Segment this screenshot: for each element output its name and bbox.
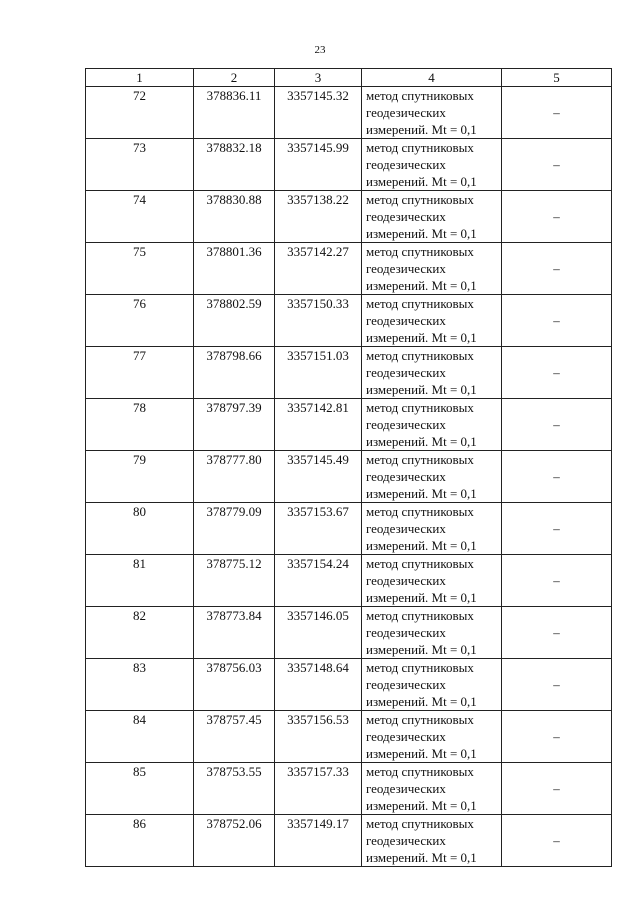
method-description-cell [362, 659, 502, 711]
point-number-cell: 85 [86, 763, 194, 815]
table-row [86, 711, 612, 763]
method-description-line: измерений. Mt = 0,1 [366, 850, 477, 865]
method-description-line: геодезических [366, 573, 446, 588]
method-description-line: метод спутниковых [366, 504, 474, 519]
y-coordinate-cell: 3357146.05 [275, 607, 362, 659]
col5-dash-cell: – [502, 711, 612, 763]
method-description-line: измерений. Mt = 0,1 [366, 226, 477, 241]
method-description-line: измерений. Mt = 0,1 [366, 590, 477, 605]
col5-dash-cell: – [502, 503, 612, 555]
point-number-cell: 82 [86, 607, 194, 659]
point-number-cell: 78 [86, 399, 194, 451]
col5-dash-cell: – [502, 191, 612, 243]
table-row [86, 295, 612, 347]
table-row [86, 243, 612, 295]
col5-dash-cell: – [502, 139, 612, 191]
header-col-1: 1 [86, 69, 194, 87]
table-row [86, 555, 612, 607]
method-description-line: метод спутниковых [366, 192, 474, 207]
method-description-line: измерений. Mt = 0,1 [366, 746, 477, 761]
x-coordinate-cell: 378756.03 [194, 659, 275, 711]
method-description-line: метод спутниковых [366, 348, 474, 363]
y-coordinate-cell: 3357142.81 [275, 399, 362, 451]
page-number: 23 [314, 44, 326, 56]
y-coordinate-cell: 3357145.99 [275, 139, 362, 191]
method-description-line: измерений. Mt = 0,1 [366, 330, 477, 345]
point-number-cell: 86 [86, 815, 194, 867]
method-description-line: метод спутниковых [366, 452, 474, 467]
col5-dash-cell: – [502, 87, 612, 139]
table-row [86, 347, 612, 399]
x-coordinate-cell: 378779.09 [194, 503, 275, 555]
col5-dash-cell: – [502, 451, 612, 503]
method-description-line: метод спутниковых [366, 712, 474, 727]
method-description-line: измерений. Mt = 0,1 [366, 694, 477, 709]
method-description-line: метод спутниковых [366, 400, 474, 415]
x-coordinate-cell: 378752.06 [194, 815, 275, 867]
x-coordinate-cell: 378775.12 [194, 555, 275, 607]
x-coordinate-cell: 378757.45 [194, 711, 275, 763]
method-description-line: измерений. Mt = 0,1 [366, 174, 477, 189]
method-description-line: измерений. Mt = 0,1 [366, 434, 477, 449]
x-coordinate-cell: 378798.66 [194, 347, 275, 399]
point-number-cell: 74 [86, 191, 194, 243]
point-number-cell: 83 [86, 659, 194, 711]
method-description-line: измерений. Mt = 0,1 [366, 538, 477, 553]
method-description-line: геодезических [366, 105, 446, 120]
method-description-line: метод спутниковых [366, 816, 474, 831]
table-row [86, 191, 612, 243]
method-description-cell [362, 347, 502, 399]
method-description-cell [362, 295, 502, 347]
x-coordinate-cell: 378797.39 [194, 399, 275, 451]
x-coordinate-cell: 378801.36 [194, 243, 275, 295]
header-col-2: 2 [194, 69, 275, 87]
y-coordinate-cell: 3357151.03 [275, 347, 362, 399]
y-coordinate-cell: 3357157.33 [275, 763, 362, 815]
method-description-cell [362, 763, 502, 815]
method-description-cell [362, 399, 502, 451]
x-coordinate-cell: 378777.80 [194, 451, 275, 503]
y-coordinate-cell: 3357154.24 [275, 555, 362, 607]
method-description-cell [362, 243, 502, 295]
col5-dash-cell: – [502, 243, 612, 295]
method-description-line: метод спутниковых [366, 764, 474, 779]
point-number-cell: 80 [86, 503, 194, 555]
method-description-line: метод спутниковых [366, 140, 474, 155]
table-row [86, 399, 612, 451]
point-number-cell: 84 [86, 711, 194, 763]
col5-dash-cell: – [502, 555, 612, 607]
method-description-line: геодезических [366, 469, 446, 484]
method-description-line: геодезических [366, 781, 446, 796]
table-row [86, 87, 612, 139]
method-description-line: измерений. Mt = 0,1 [366, 486, 477, 501]
header-row [86, 69, 612, 87]
x-coordinate-cell: 378753.55 [194, 763, 275, 815]
table-row [86, 503, 612, 555]
method-description-line: геодезических [366, 365, 446, 380]
point-number-cell: 73 [86, 139, 194, 191]
coordinates-table [85, 68, 612, 867]
method-description-line: геодезических [366, 157, 446, 172]
col5-dash-cell: – [502, 347, 612, 399]
y-coordinate-cell: 3357149.17 [275, 815, 362, 867]
method-description-cell [362, 191, 502, 243]
table-row [86, 659, 612, 711]
point-number-cell: 76 [86, 295, 194, 347]
method-description-line: геодезических [366, 209, 446, 224]
x-coordinate-cell: 378830.88 [194, 191, 275, 243]
table-row [86, 139, 612, 191]
y-coordinate-cell: 3357145.49 [275, 451, 362, 503]
method-description-line: геодезических [366, 521, 446, 536]
method-description-line: метод спутниковых [366, 608, 474, 623]
col5-dash-cell: – [502, 295, 612, 347]
point-number-cell: 77 [86, 347, 194, 399]
method-description-line: геодезических [366, 677, 446, 692]
method-description-line: геодезических [366, 313, 446, 328]
method-description-cell [362, 503, 502, 555]
table-header [86, 69, 612, 87]
method-description-cell [362, 815, 502, 867]
method-description-line: измерений. Mt = 0,1 [366, 122, 477, 137]
table-body [86, 87, 612, 867]
x-coordinate-cell: 378773.84 [194, 607, 275, 659]
col5-dash-cell: – [502, 659, 612, 711]
col5-dash-cell: – [502, 763, 612, 815]
method-description-cell [362, 451, 502, 503]
point-number-cell: 79 [86, 451, 194, 503]
y-coordinate-cell: 3357148.64 [275, 659, 362, 711]
method-description-line: метод спутниковых [366, 556, 474, 571]
table-row [86, 763, 612, 815]
method-description-cell [362, 87, 502, 139]
method-description-line: геодезических [366, 261, 446, 276]
y-coordinate-cell: 3357153.67 [275, 503, 362, 555]
method-description-cell [362, 711, 502, 763]
col5-dash-cell: – [502, 399, 612, 451]
point-number-cell: 75 [86, 243, 194, 295]
method-description-line: геодезических [366, 625, 446, 640]
method-description-line: метод спутниковых [366, 88, 474, 103]
y-coordinate-cell: 3357142.27 [275, 243, 362, 295]
x-coordinate-cell: 378832.18 [194, 139, 275, 191]
method-description-line: измерений. Mt = 0,1 [366, 798, 477, 813]
y-coordinate-cell: 3357138.22 [275, 191, 362, 243]
method-description-line: геодезических [366, 729, 446, 744]
table-row [86, 815, 612, 867]
table-row [86, 451, 612, 503]
x-coordinate-cell: 378836.11 [194, 87, 275, 139]
y-coordinate-cell: 3357156.53 [275, 711, 362, 763]
x-coordinate-cell: 378802.59 [194, 295, 275, 347]
col5-dash-cell: – [502, 815, 612, 867]
col5-dash-cell: – [502, 607, 612, 659]
header-col-5: 5 [502, 69, 612, 87]
point-number-cell: 81 [86, 555, 194, 607]
method-description-line: метод спутниковых [366, 296, 474, 311]
method-description-line: метод спутниковых [366, 244, 474, 259]
method-description-line: метод спутниковых [366, 660, 474, 675]
method-description-line: измерений. Mt = 0,1 [366, 278, 477, 293]
point-number-cell: 72 [86, 87, 194, 139]
method-description-cell [362, 555, 502, 607]
y-coordinate-cell: 3357150.33 [275, 295, 362, 347]
method-description-line: геодезических [366, 833, 446, 848]
method-description-cell [362, 139, 502, 191]
method-description-cell [362, 607, 502, 659]
header-col-4: 4 [362, 69, 502, 87]
table-row [86, 607, 612, 659]
header-col-3: 3 [275, 69, 362, 87]
method-description-line: измерений. Mt = 0,1 [366, 642, 477, 657]
method-description-line: измерений. Mt = 0,1 [366, 382, 477, 397]
method-description-line: геодезических [366, 417, 446, 432]
y-coordinate-cell: 3357145.32 [275, 87, 362, 139]
